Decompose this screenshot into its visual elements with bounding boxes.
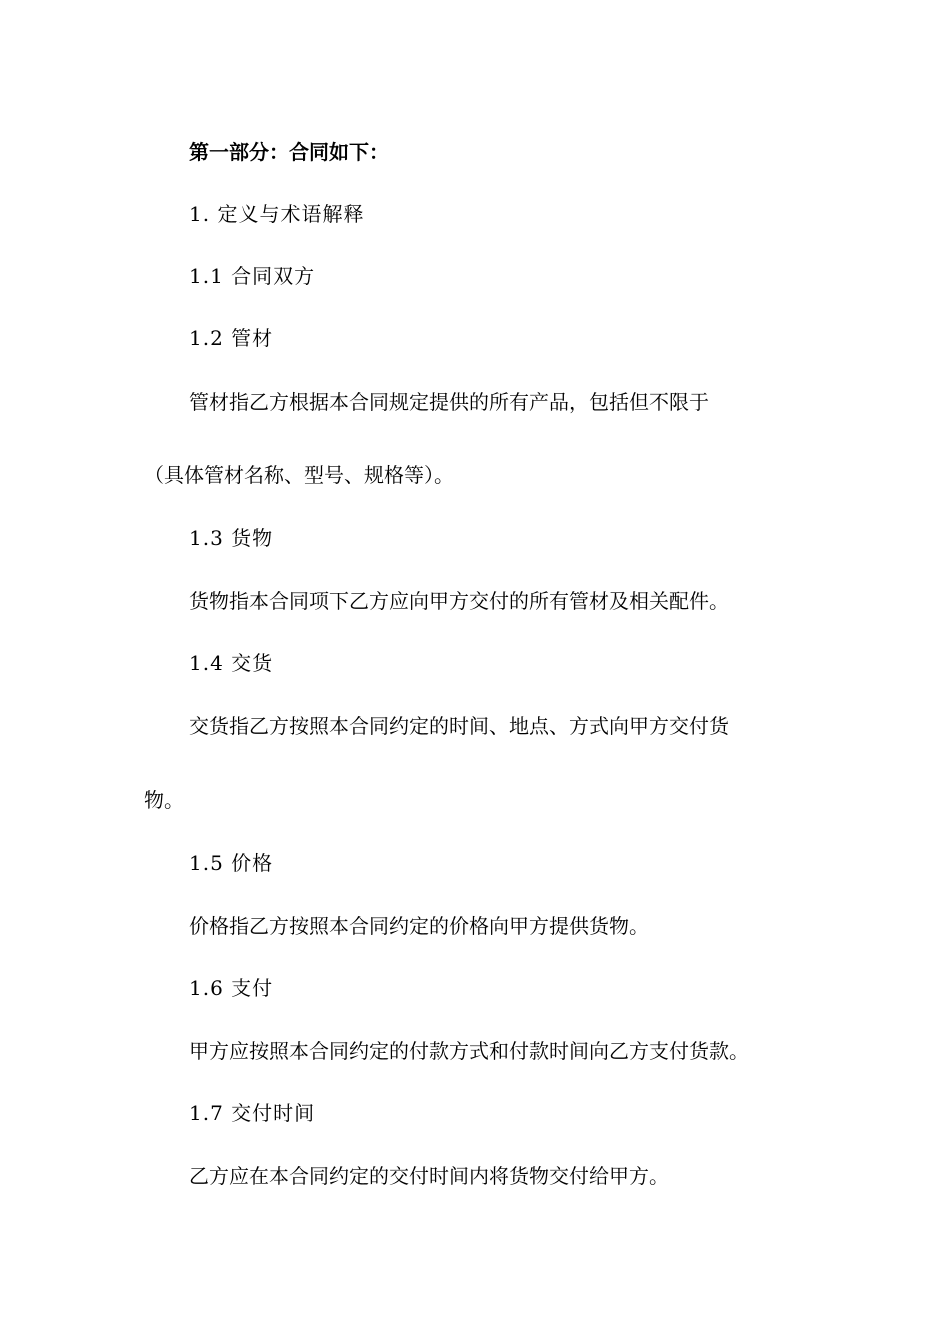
clause-1-3-text: 货物指本合同项下乙方应向甲方交付的所有管材及相关配件。 <box>189 589 729 613</box>
section-heading: 第一部分：合同如下： <box>189 140 389 164</box>
clause-1-6-title: 1.6 支付 <box>189 976 274 1000</box>
clause-1-2-title: 1.2 管材 <box>189 326 274 350</box>
clause-1-7-title: 1.7 交付时间 <box>189 1101 316 1125</box>
clause-1-title: 1. 定义与术语解释 <box>189 202 365 226</box>
clause-1-4-text-line1: 交货指乙方按照本合同约定的时间、地点、方式向甲方交付货 <box>189 714 729 738</box>
clause-1-4-title: 1.4 交货 <box>189 651 274 675</box>
clause-1-7-text: 乙方应在本合同约定的交付时间内将货物交付给甲方。 <box>189 1164 669 1188</box>
clause-1-4-text-line2: 物。 <box>144 788 184 812</box>
clause-1-6-text: 甲方应按照本合同约定的付款方式和付款时间向乙方支付货款。 <box>189 1039 749 1063</box>
clause-1-5-text: 价格指乙方按照本合同约定的价格向甲方提供货物。 <box>189 914 649 938</box>
clause-1-2-text-line2: （具体管材名称、型号、规格等）。 <box>144 463 454 487</box>
clause-1-1-title: 1.1 合同双方 <box>189 264 316 288</box>
clause-1-2-text-line1: 管材指乙方根据本合同规定提供的所有产品，包括但不限于 <box>189 390 709 414</box>
clause-1-3-title: 1.3 货物 <box>189 526 274 550</box>
clause-1-5-title: 1.5 价格 <box>189 851 274 875</box>
